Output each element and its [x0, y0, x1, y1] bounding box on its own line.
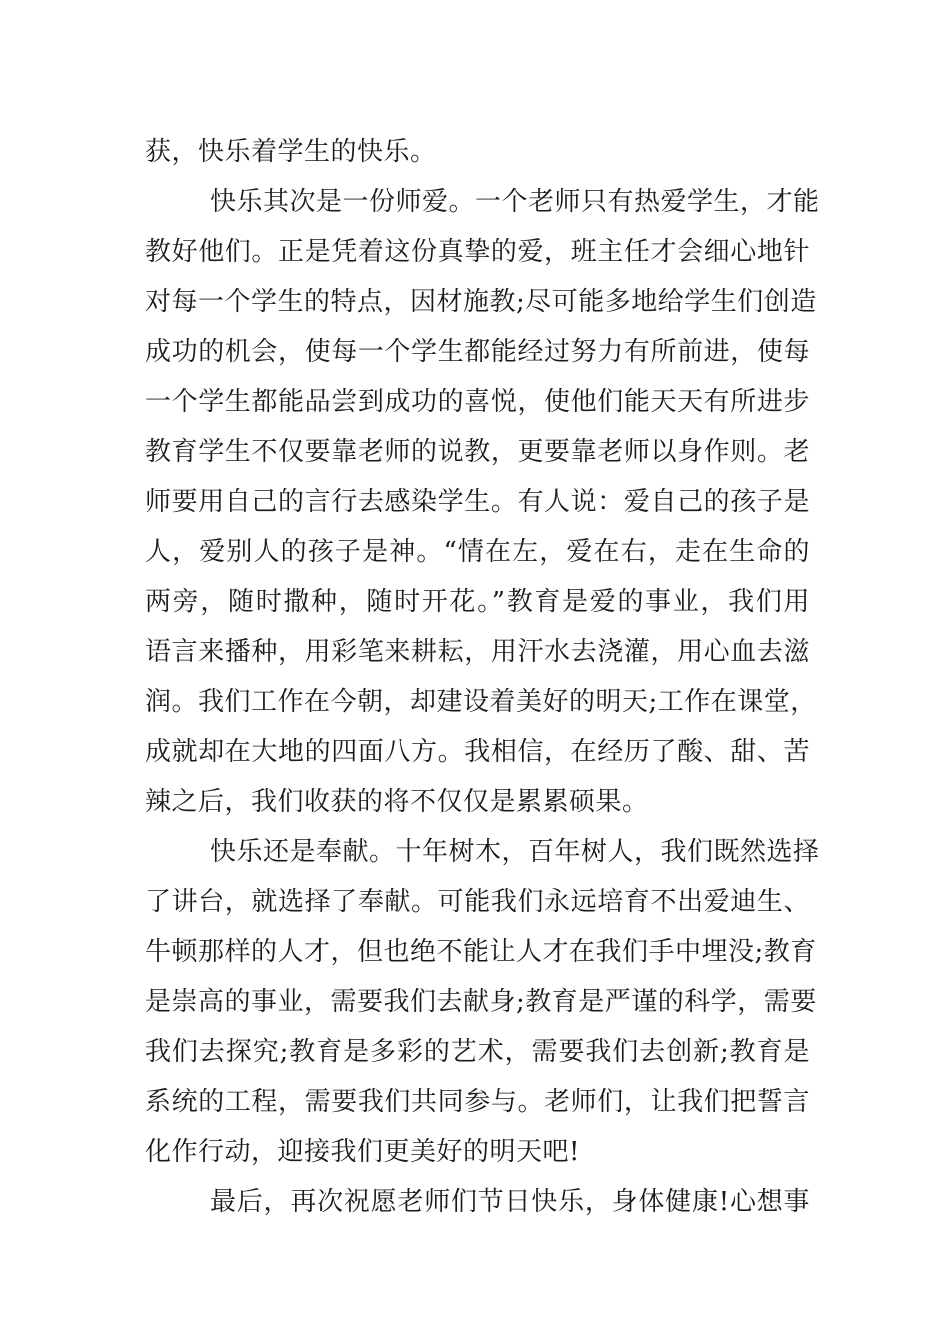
text-line: 成就却在大地的四面八方。我相信，在经历了酸、甜、苦 [145, 737, 810, 767]
text-line: 一个学生都能品尝到成功的喜悦，使他们能天天有所进步 [145, 387, 810, 417]
text-line: 获，快乐着学生的快乐。 [145, 137, 437, 167]
text-line: 是崇高的事业，需要我们去献身;教育是严谨的科学，需要 [145, 987, 817, 1017]
text-line: 语言来播种，用彩笔来耕耘，用汗水去浇灌，用心血去滋 [145, 637, 810, 667]
text-line: 对每一个学生的特点，因材施教;尽可能多地给学生们创造 [145, 287, 817, 317]
text-line: 两旁，随时撒种，随时开花。”教育是爱的事业，我们用 [145, 587, 810, 617]
paragraph-first-line: 快乐还是奉献。十年树木，百年树人，我们既然选择 [210, 837, 820, 867]
text-line: 教育学生不仅要靠老师的说教，更要靠老师以身作则。老 [145, 437, 810, 467]
text-line: 牛顿那样的人才，但也绝不能让人才在我们手中埋没;教育 [145, 937, 817, 967]
paragraph-first-line: 快乐其次是一份师爱。一个老师只有热爱学生，才能 [210, 187, 820, 217]
text-line: 成功的机会，使每一个学生都能经过努力有所前进，使每 [145, 337, 810, 367]
text-line: 润。我们工作在今朝，却建设着美好的明天;工作在课堂， [145, 687, 817, 717]
text-line: 人，爱别人的孩子是神。“情在左，爱在右，走在生命的 [145, 537, 810, 567]
text-line: 辣之后，我们收获的将不仅仅是累累硕果。 [145, 787, 649, 817]
text-line: 教好他们。正是凭着这份真挚的爱，班主任才会细心地针 [145, 237, 810, 267]
text-line: 化作行动，迎接我们更美好的明天吧! [145, 1137, 580, 1167]
text-line: 了讲台，就选择了奉献。可能我们永远培育不出爱迪生、 [145, 887, 810, 917]
text-line: 系统的工程，需要我们共同参与。老师们，让我们把誓言 [145, 1087, 810, 1117]
paragraph-first-line: 最后，再次祝愿老师们节日快乐，身体健康!心想事 [210, 1187, 810, 1217]
text-line: 师要用自己的言行去感染学生。有人说：爱自己的孩子是 [145, 487, 810, 517]
text-line: 我们去探究;教育是多彩的艺术，需要我们去创新;教育是 [145, 1037, 810, 1067]
